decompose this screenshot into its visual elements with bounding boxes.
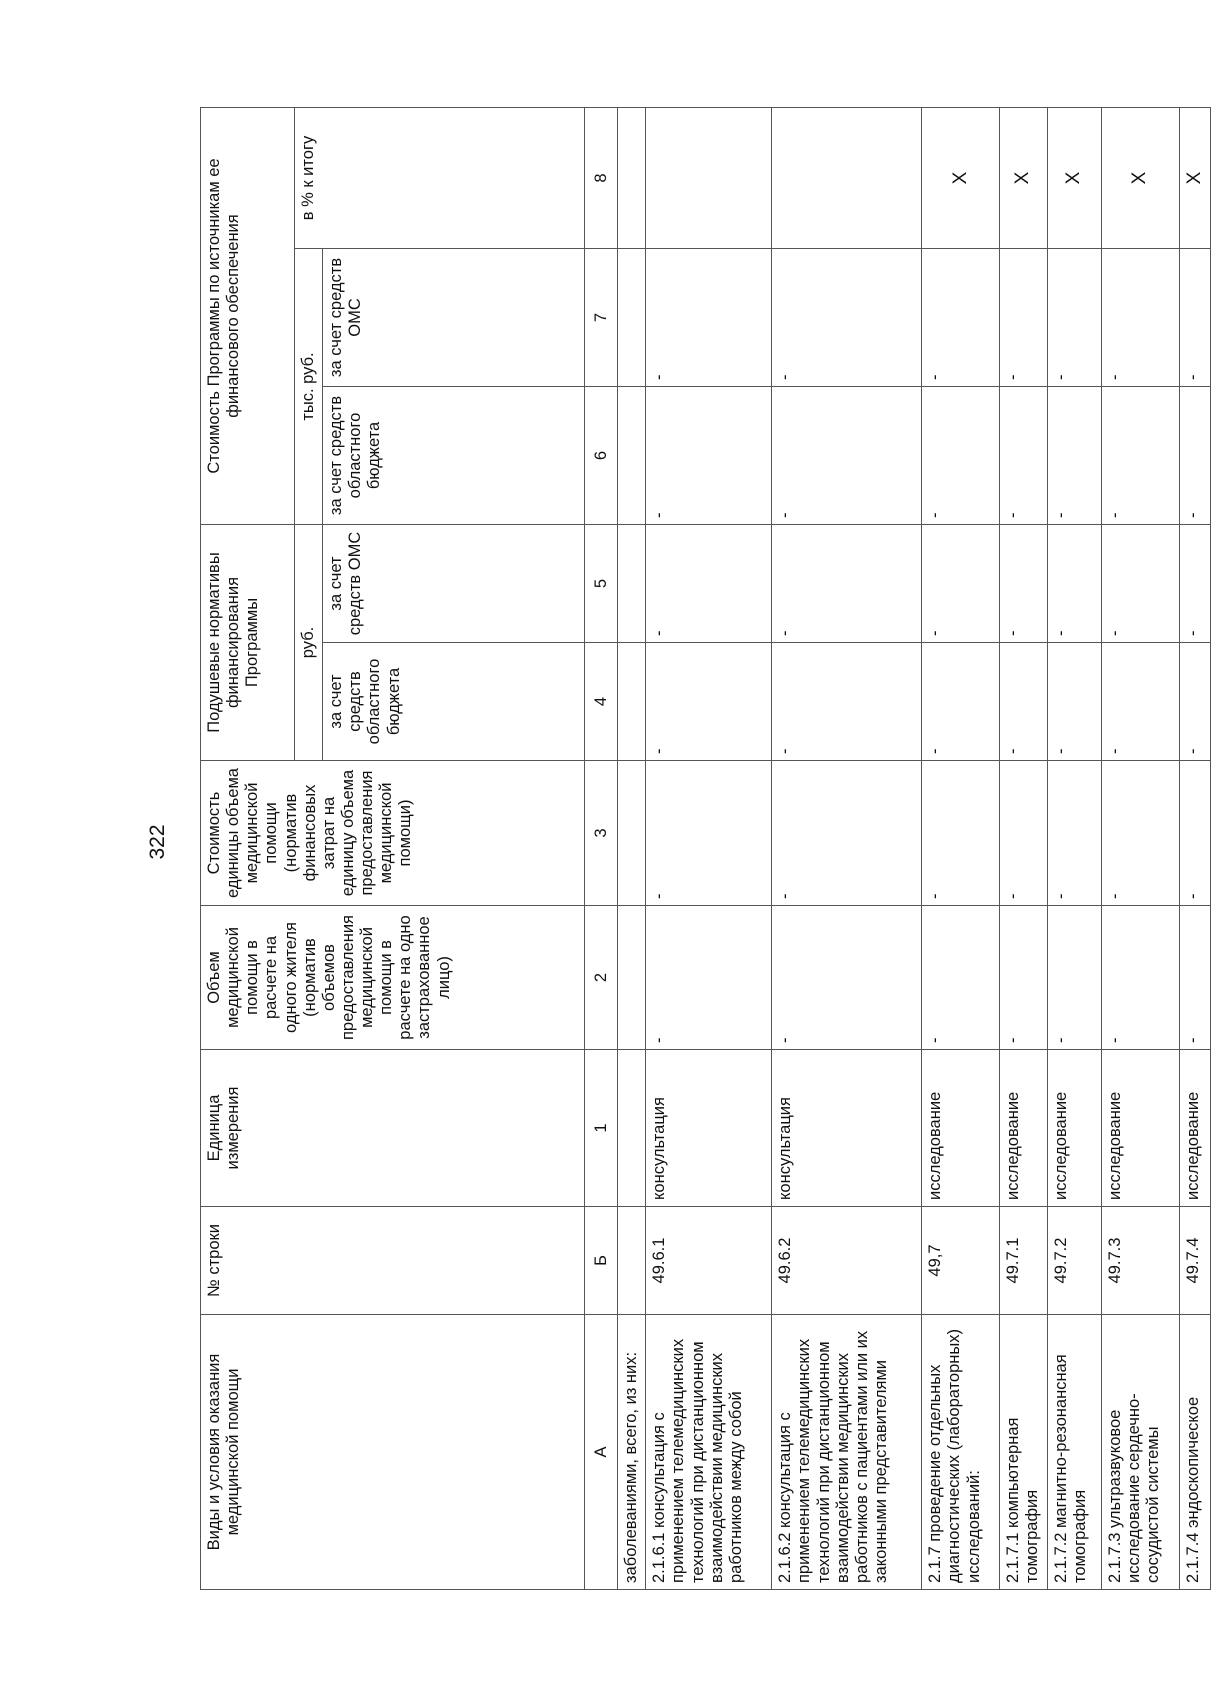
row-value-6: - bbox=[772, 387, 922, 525]
index-cell: 5 bbox=[585, 525, 618, 643]
row-value-2: - bbox=[1101, 906, 1179, 1050]
index-cell: 6 bbox=[585, 387, 618, 525]
index-cell: А bbox=[585, 1315, 618, 1590]
index-cell: 2 bbox=[585, 906, 618, 1050]
row-value-4: - bbox=[1101, 643, 1179, 761]
row-code: 49.6.2 bbox=[772, 1207, 922, 1315]
row-value-4: - bbox=[1000, 643, 1047, 761]
row-value-6: - bbox=[922, 387, 1000, 525]
index-cell: 1 bbox=[585, 1050, 618, 1207]
row-name: 2.1.7.1 компьютерная томография bbox=[1000, 1315, 1047, 1590]
index-cell: 3 bbox=[585, 761, 618, 906]
row-value-4: - bbox=[772, 643, 922, 761]
row-code: 49.7.3 bbox=[1101, 1207, 1179, 1315]
header-col-4: за счет средств областного бюджета bbox=[323, 643, 585, 761]
row-value-5: - bbox=[1101, 525, 1179, 643]
row-value-3 bbox=[618, 761, 646, 906]
row-code: 49.7.1 bbox=[1000, 1207, 1047, 1315]
row-value-7: - bbox=[1101, 249, 1179, 387]
row-value-3: - bbox=[1101, 761, 1179, 906]
row-code: 49.7.4 bbox=[1179, 1207, 1210, 1315]
row-value-7: - bbox=[1000, 249, 1047, 387]
header-group-program-cost: Стоимость Программы по источникам ее финансового обеспечения bbox=[201, 108, 295, 525]
row-value-6 bbox=[618, 387, 646, 525]
row-value-7: - bbox=[922, 249, 1000, 387]
row-unit bbox=[618, 1050, 646, 1207]
row-unit: консультация bbox=[772, 1050, 922, 1207]
row-value-5 bbox=[618, 525, 646, 643]
row-name: 2.1.7.2 магнитно-резонансная томография bbox=[1047, 1315, 1101, 1590]
table-row bbox=[1047, 108, 1101, 1590]
row-value-3: - bbox=[772, 761, 922, 906]
row-unit: исследование bbox=[1101, 1050, 1179, 1207]
row-unit: исследование bbox=[1179, 1050, 1210, 1207]
row-value-4: - bbox=[1047, 643, 1101, 761]
header-unit-thousand-rub: тыс. руб. bbox=[295, 249, 323, 525]
row-name: заболеваниями, всего, из них: bbox=[618, 1315, 646, 1590]
table-row bbox=[618, 108, 646, 1590]
page-number: 322 bbox=[146, 824, 169, 860]
header-col-2: Объем медицинской помощи в расчете на одного жителя (норматив объемов предоставления медицинской помощи в расчете на одно застрахованное лицо) bbox=[201, 906, 585, 1050]
row-value-6: - bbox=[1179, 387, 1210, 525]
row-value-8 bbox=[618, 108, 646, 249]
row-name: 2.1.6.2 консультация с применением телемедицинских технологий при дистанционном взаимодействии медицинских работников с пациентами или их законными представителями bbox=[772, 1315, 922, 1590]
row-value-7: - bbox=[772, 249, 922, 387]
row-value-3: - bbox=[1179, 761, 1210, 906]
row-value-5: - bbox=[1047, 525, 1101, 643]
header-col-1: Единица измерения bbox=[201, 1050, 585, 1207]
row-value-8: X bbox=[1047, 108, 1101, 249]
header-col-6: за счет средств областного бюджета bbox=[323, 387, 585, 525]
row-value-7: - bbox=[1047, 249, 1101, 387]
row-value-7 bbox=[618, 249, 646, 387]
index-cell: 4 bbox=[585, 643, 618, 761]
row-name: 2.1.7.4 эндоскопическое bbox=[1179, 1315, 1210, 1590]
table-row bbox=[1101, 108, 1179, 1590]
header-group-per-capita: Подушевые нормативы финансирования Программы bbox=[201, 525, 295, 761]
row-value-6: - bbox=[1000, 387, 1047, 525]
header-col-7: за счет средств ОМС bbox=[323, 249, 585, 387]
row-value-5: - bbox=[922, 525, 1000, 643]
row-value-7: - bbox=[646, 249, 772, 387]
header-unit-rub: руб. bbox=[295, 525, 323, 761]
table-row bbox=[1179, 108, 1210, 1590]
row-value-3: - bbox=[922, 761, 1000, 906]
row-value-5: - bbox=[1179, 525, 1210, 643]
row-value-6: - bbox=[1101, 387, 1179, 525]
row-value-5: - bbox=[1000, 525, 1047, 643]
row-value-8 bbox=[772, 108, 922, 249]
funding-table bbox=[200, 107, 1211, 1590]
row-value-2: - bbox=[1047, 906, 1101, 1050]
row-value-4 bbox=[618, 643, 646, 761]
header-col-3: Стоимость единицы объема медицинской помощи (норматив финансовых затрат на единицу объема предоставления медицинской помощи) bbox=[201, 761, 585, 906]
row-code: 49.6.1 bbox=[646, 1207, 772, 1315]
row-name: 2.1.7.3 ультразвуковое исследование сердечно-сосудистой системы bbox=[1101, 1315, 1179, 1590]
index-row bbox=[585, 108, 618, 1590]
index-cell: 8 bbox=[585, 108, 618, 249]
row-unit: исследование bbox=[1000, 1050, 1047, 1207]
row-value-2: - bbox=[922, 906, 1000, 1050]
row-value-8: X bbox=[1000, 108, 1047, 249]
row-value-8 bbox=[646, 108, 772, 249]
row-code: 49.7.2 bbox=[1047, 1207, 1101, 1315]
row-name: 2.1.7 проведение отдельных диагностических (лабораторных) исследований: bbox=[922, 1315, 1000, 1590]
row-unit: исследование bbox=[922, 1050, 1000, 1207]
row-value-5: - bbox=[646, 525, 772, 643]
row-name: 2.1.6.1 консультация с применением телемедицинских технологий при дистанционном взаимодействии медицинских работников между собой bbox=[646, 1315, 772, 1590]
row-value-2 bbox=[618, 906, 646, 1050]
row-value-2: - bbox=[646, 906, 772, 1050]
row-value-4: - bbox=[646, 643, 772, 761]
row-value-6: - bbox=[1047, 387, 1101, 525]
row-value-7: - bbox=[1179, 249, 1210, 387]
header-col-a: Виды и условия оказания медицинской помощи bbox=[201, 1315, 585, 1590]
row-value-5: - bbox=[772, 525, 922, 643]
table-row bbox=[772, 108, 922, 1590]
table-row bbox=[646, 108, 772, 1590]
row-value-3: - bbox=[646, 761, 772, 906]
table-row bbox=[1000, 108, 1047, 1590]
row-value-8: X bbox=[1101, 108, 1179, 249]
row-unit: исследование bbox=[1047, 1050, 1101, 1207]
index-cell: Б bbox=[585, 1207, 618, 1315]
header-col-8: в % к итогу bbox=[295, 108, 585, 249]
row-code bbox=[618, 1207, 646, 1315]
header-col-b: № строки bbox=[201, 1207, 585, 1315]
row-code: 49,7 bbox=[922, 1207, 1000, 1315]
row-value-2: - bbox=[772, 906, 922, 1050]
row-value-4: - bbox=[1179, 643, 1210, 761]
row-value-4: - bbox=[922, 643, 1000, 761]
row-value-8: X bbox=[1179, 108, 1210, 249]
row-value-8: X bbox=[922, 108, 1000, 249]
table-row bbox=[922, 108, 1000, 1590]
row-value-2: - bbox=[1000, 906, 1047, 1050]
row-value-2: - bbox=[1179, 906, 1210, 1050]
rotated-table-container bbox=[200, 108, 1205, 1590]
row-value-6: - bbox=[646, 387, 772, 525]
row-unit: консультация bbox=[646, 1050, 772, 1207]
header-col-5: за счет средств ОМС bbox=[323, 525, 585, 643]
index-cell: 7 bbox=[585, 249, 618, 387]
row-value-3: - bbox=[1000, 761, 1047, 906]
row-value-3: - bbox=[1047, 761, 1101, 906]
